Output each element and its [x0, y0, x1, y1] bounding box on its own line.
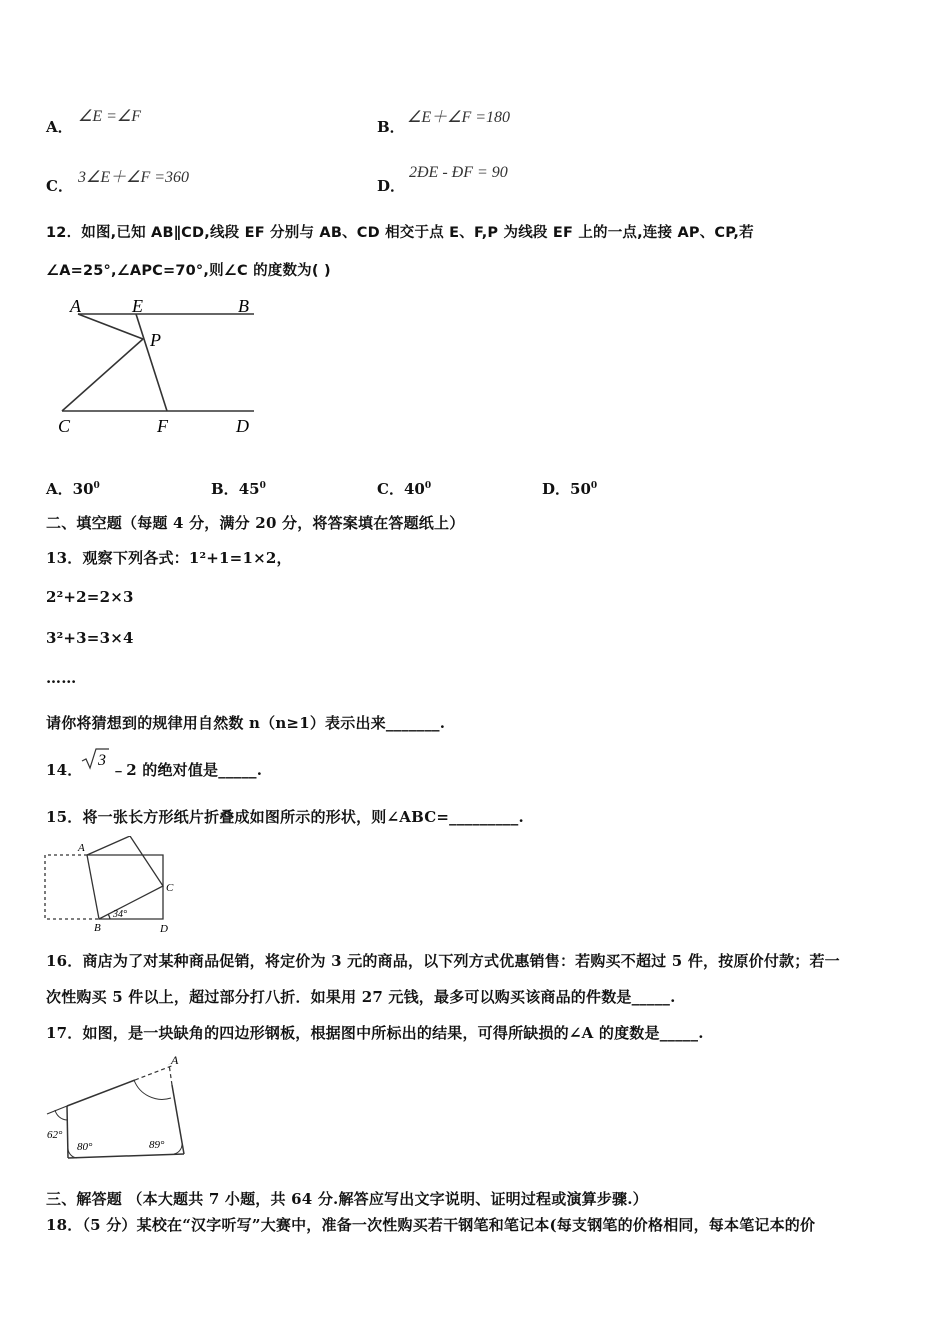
q11-option-b-label: B．	[377, 118, 405, 136]
section-3-heading: 三、解答题 （本大题共 7 小题，共 64 分.解答应写出文字说明、证明过程或演算步骤.）	[46, 1190, 648, 1208]
q12-option-c-label: C．	[377, 480, 404, 498]
q12-option-c-sup: 0	[424, 481, 432, 491]
label-80-degrees: 80°	[77, 1141, 93, 1153]
q12-option-a-label: A．	[46, 480, 73, 498]
label-d: D	[160, 923, 168, 935]
label-62-degrees: 62°	[47, 1129, 63, 1141]
angle-arc-34	[108, 914, 110, 919]
arc-80	[68, 1148, 77, 1158]
label-b: B	[238, 296, 249, 316]
q14-prefix: 14．	[46, 761, 83, 779]
label-a: A	[78, 842, 85, 854]
q12-option-a-sup: 0	[93, 481, 100, 491]
q12-stem-line2: ∠A=25°,∠APC=70°,则∠C 的度数为( )	[46, 263, 331, 279]
label-a: A	[171, 1053, 179, 1067]
q11-option-d-expr: 2ÐE - ÐF = 90	[409, 164, 508, 181]
edge-right	[172, 1085, 184, 1154]
q14-suffix: ﹣2 的绝对值是_____.	[111, 761, 263, 779]
edge-top-left	[67, 1080, 135, 1106]
q11-option-a-label: A．	[46, 118, 73, 136]
label-89-degrees: 89°	[149, 1139, 165, 1151]
q12-option-d-value: 50	[570, 480, 591, 498]
label-a: A	[70, 296, 81, 316]
q12-option-d-label: D．	[542, 480, 571, 498]
sqrt-arg: 3	[98, 752, 106, 769]
q11-option-d-label: D．	[377, 177, 406, 195]
label-34-degrees: 34°	[113, 909, 127, 920]
sqrt-symbol-icon	[80, 746, 110, 772]
label-p: P	[150, 330, 161, 350]
extended-edge	[47, 1106, 67, 1114]
q13-line4: ……	[46, 669, 77, 687]
q12-stem-line1: 12．如图,已知 AB∥CD,线段 EF 分别与 AB、CD 相交于点 E、F,P 为线段 EF 上的一点,连接 AP、CP,若	[46, 225, 754, 241]
q12-option-b	[211, 478, 266, 499]
arc-a	[134, 1080, 171, 1099]
label-c: C	[166, 882, 174, 894]
q16-line1: 16．商店为了对某种商品促销，将定价为 3 元的商品，以下列方式优惠销售：若购买不超过 5 件，按原价付款；若一	[46, 952, 840, 970]
q15-figure	[42, 836, 182, 936]
q12-option-d	[542, 478, 597, 499]
q13-line5: 请你将猜想到的规律用自然数 n（n≥1）表示出来_______.	[46, 714, 446, 732]
q12-option-b-value: 45	[238, 480, 260, 498]
q17-figure	[42, 1050, 202, 1168]
section-2-heading: 二、填空题（每题 4 分，满分 20 分，将答案填在答题纸上）	[46, 514, 465, 532]
arc-89	[174, 1144, 182, 1154]
q12-option-b-sup: 0	[259, 481, 266, 491]
q11-option-c-label: C．	[46, 177, 73, 195]
edge-bottom	[68, 1154, 184, 1158]
q17-stem: 17．如图，是一块缺角的四边形钢板，根据图中所标出的结果，可得所缺损的∠A 的度数是_____.	[46, 1024, 704, 1042]
label-e: E	[132, 296, 143, 316]
q12-option-c	[377, 478, 431, 499]
q12-option-a-value: 30	[72, 480, 94, 498]
label-c: C	[58, 416, 71, 436]
q12-figure	[50, 292, 270, 442]
q13-line1: 13．观察下列各式：1²+1=1×2，	[46, 549, 292, 567]
q12-option-c-value: 40	[403, 480, 425, 498]
q15-stem: 15．将一张长方形纸片折叠成如图所示的形状，则∠ABC=_________.	[46, 808, 524, 826]
q12-option-d-sup: 0	[590, 481, 598, 491]
q11-option-b-expr: ∠E＋∠F =180	[407, 109, 511, 126]
q18-line1: 18．（5 分）某校在“汉字听写”大赛中，准备一次性购买若干钢笔和笔记本(每支钢笔的价格相同，每本笔记本的价	[46, 1216, 816, 1234]
q11-option-c-expr: 3∠E＋∠F =360	[78, 169, 190, 186]
label-b: B	[94, 922, 101, 934]
dashed-original-rect	[45, 855, 99, 919]
q12-option-b-label: B．	[211, 480, 239, 498]
q12-option-a	[46, 478, 100, 499]
q11-option-a-expr: ∠E =∠F	[78, 108, 142, 125]
q13-line2: 2²+2=2×3	[46, 588, 134, 606]
segment-ap	[78, 314, 143, 339]
folded-flap	[87, 836, 163, 919]
segment-pc	[62, 339, 143, 411]
q16-line2: 次性购买 5 件以上，超过部分打八折．如果用 27 元钱，最多可以购买该商品的件数是_____.	[46, 988, 676, 1006]
arc-62	[55, 1110, 67, 1120]
label-f: F	[157, 416, 168, 436]
segment-ef	[136, 314, 167, 411]
q13-line3: 3²+3=3×4	[46, 629, 134, 647]
label-d: D	[236, 416, 249, 436]
dashed-extension-top	[135, 1065, 174, 1080]
